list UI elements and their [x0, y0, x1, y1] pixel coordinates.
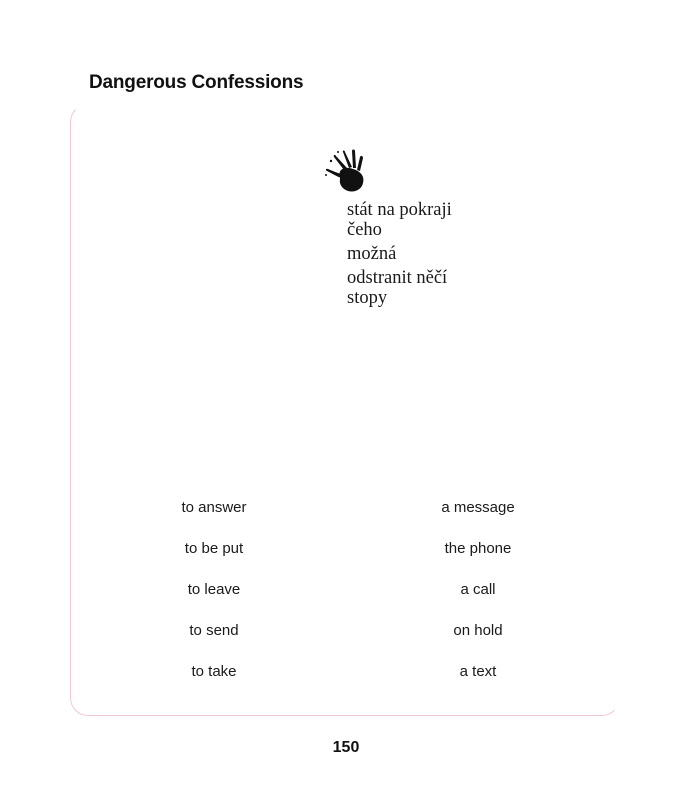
- object-item: a text: [459, 663, 497, 680]
- page-number: 150: [332, 739, 360, 756]
- handprint-icon: [322, 149, 368, 193]
- verb-item: to be put: [184, 540, 244, 557]
- object-item: a call: [460, 581, 496, 598]
- czech-line: možná: [347, 244, 397, 264]
- object-item: a message: [441, 499, 515, 516]
- object-item: on hold: [453, 622, 503, 639]
- verb-item: to take: [191, 663, 237, 680]
- czech-line: stát na pokraji: [347, 200, 452, 220]
- czech-line: čeho: [347, 220, 382, 240]
- page-title: Dangerous Confessions: [89, 72, 304, 93]
- czech-entry: [347, 200, 452, 240]
- object-item: the phone: [444, 540, 512, 557]
- verb-item: to answer: [181, 499, 247, 516]
- czech-entry: [347, 244, 452, 264]
- czech-phrases: [347, 200, 452, 312]
- czech-line: odstranit něčí: [347, 268, 448, 288]
- match-left-column: [134, 498, 294, 703]
- verb-item: to send: [189, 622, 239, 639]
- verb-item: to leave: [187, 581, 241, 598]
- czech-entry: [347, 268, 452, 308]
- match-right-column: [398, 498, 558, 703]
- czech-line: stopy: [347, 288, 388, 308]
